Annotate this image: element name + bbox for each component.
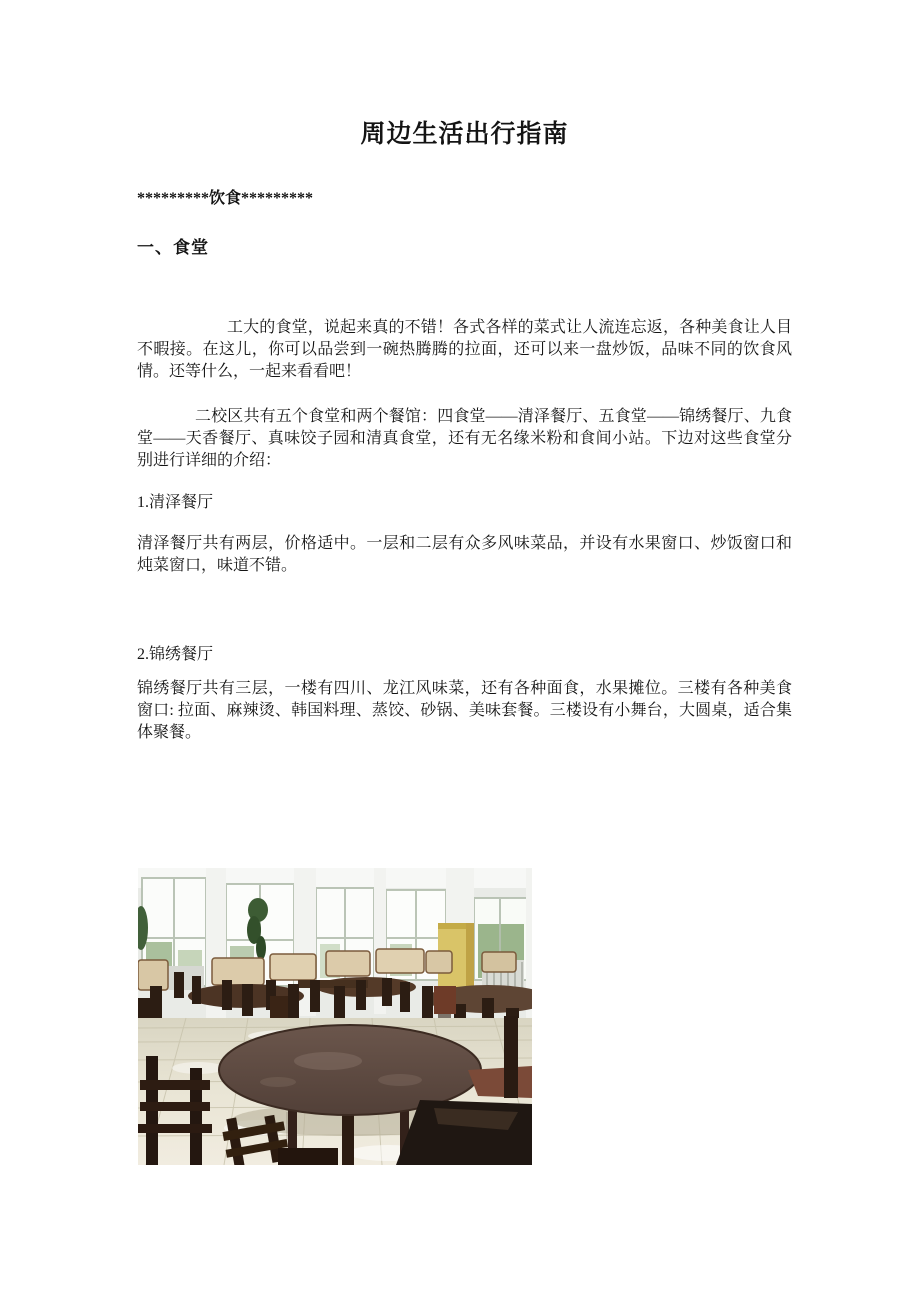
subsection-body-jinxiu: 锦绣餐厅共有三层，一楼有四川、龙江风味菜，还有各种面食，水果摊位。三楼有各种美食窗口: 拉面、麻辣烫、韩国料理、蒸饺、砂锅、美味套餐。三楼设有小舞台，大圆桌，适合集体聚餐。 (137, 680, 792, 741)
subsection-heading-jinxiu: 2.锦绣餐厅 (137, 646, 214, 663)
heading-canteen: 一、食堂 (137, 238, 209, 257)
intro-paragraph-1: 工大的食堂，说起来真的不错！各式各样的菜式让人流连忘返，各种美食让人目不暇接。在这儿，你可以品尝到一碗热腾腾的拉面，还可以来一盘炒饭，品味不同的饮食风情。还等什么，一起来看看吧！ (137, 319, 792, 380)
subsection-heading-qingze: 1.清泽餐厅 (137, 494, 214, 511)
section-divider: *********饮食********* (137, 190, 314, 207)
page-title: 周边生活出行指南 (360, 121, 569, 148)
subsection-body-qingze: 清泽餐厅共有两层，价格适中。一层和二层有众多风味菜品，并设有水果窗口、炒饭窗口和炖菜窗口，味道不错。 (137, 535, 792, 574)
canteen-photo (138, 868, 532, 1165)
intro-paragraph-2: 二校区共有五个食堂和两个餐馆：四食堂——清泽餐厅、五食堂——锦绣餐厅、九食堂——天香餐厅、真味饺子园和清真食堂，还有无名缘米粉和食间小站。下边对这些食堂分别进行详细的介绍： (137, 408, 792, 469)
